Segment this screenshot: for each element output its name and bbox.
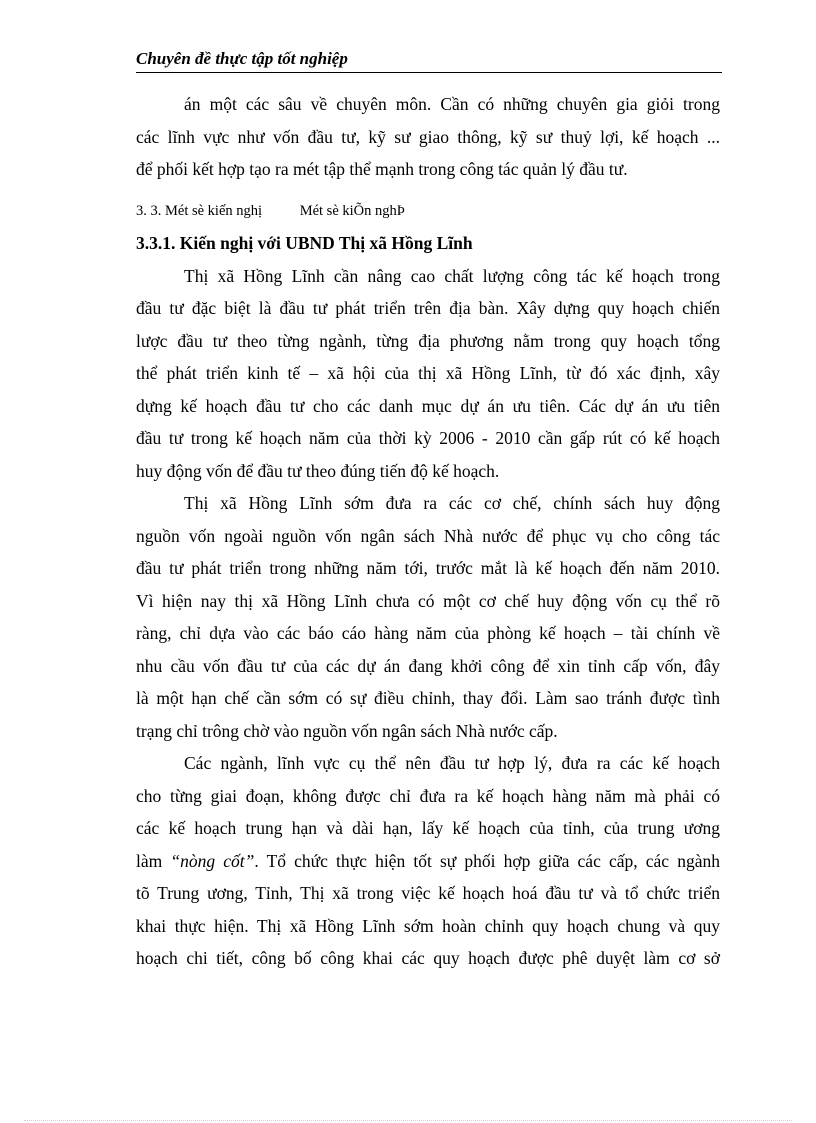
text-line: cho từng giai đoạn, không được chỉ đưa ra kế hoạch hàng năm mà phải có xyxy=(136,785,720,806)
text-line: để phối kết hợp tạo ra mét tập thể mạnh trong công tác quản lý đầu tư. xyxy=(136,159,628,179)
text-run: làm xyxy=(136,850,171,871)
paragraph xyxy=(136,747,720,975)
text-line: ràng, chỉ dựa vào các báo cáo hàng năm của phòng kế hoạch – tài chính về xyxy=(136,623,720,643)
text-line: dựng kế hoạch đầu tư cho các danh mục dự án ưu tiên. Các dự án ưu tiên xyxy=(136,395,720,416)
text-line: Các ngành, lĩnh vực cụ thể nên đầu tư hợp lý, đưa ra các kế hoạch xyxy=(184,753,720,773)
text-line: đầu tư trong kế hoạch năm của thời kỳ 2006 - 2010 cần gấp rút có kế hoạch xyxy=(136,428,720,448)
text-line: khai thực hiện. Thị xã Hồng Lĩnh sớm hoàn chỉnh quy hoạch chung và quy xyxy=(136,915,720,936)
text-line: nguồn vốn ngoài nguồn vốn ngân sách Nhà nước để phục vụ cho công tác xyxy=(136,525,720,546)
page-header xyxy=(136,48,722,73)
text-line: là một hạn chế cần sớm có sự điều chỉnh, thay đổi. Làm sao tránh được tình xyxy=(136,688,720,708)
text-line: các lĩnh vực như vốn đầu tư, kỹ sư giao thông, kỹ sư thuỷ lợi, kế hoạch ... xyxy=(136,126,720,147)
document-body xyxy=(136,88,720,975)
section-label-garbled: Mét sè kiÕn nghÞ xyxy=(299,202,405,219)
text-run: . Tổ chức thực hiện tốt sự phối hợp giữa các cấp, các ngành xyxy=(254,850,720,871)
text-line: thể phát triển kinh tế – xã hội của thị xã Hồng Lĩnh, từ đó xác định, xây xyxy=(136,363,720,383)
text-line: Thị xã Hồng Lĩnh sớm đưa ra các cơ chế, chính sách huy động xyxy=(184,493,720,513)
text-line: đầu tư đặc biệt là đầu tư phát triển trên địa bàn. Xây dựng quy hoạch chiến xyxy=(136,298,720,318)
text-line: lược đầu tư theo từng ngành, từng địa phương nằm trong quy hoạch tổng xyxy=(136,330,720,351)
text-line: án một các sâu về chuyên môn. Cần có những chuyên gia giỏi trong xyxy=(184,94,720,114)
paragraph xyxy=(136,260,720,488)
text-line: trạng chỉ trông chờ vào nguồn vốn ngân sách Nhà nước cấp. xyxy=(136,720,558,741)
section-heading xyxy=(136,196,720,226)
page-bottom-rule xyxy=(24,1120,792,1121)
text-line: Vì hiện nay thị xã Hồng Lĩnh chưa có một cơ chế huy động vốn cụ thể rõ xyxy=(136,590,720,611)
subsection-heading: 3.3.1. Kiến nghị với UBND Thị xã Hồng Lĩnh xyxy=(136,232,473,253)
header-title: Chuyên đề thực tập tốt nghiệp xyxy=(136,49,348,68)
text-line: huy động vốn để đầu tư theo đúng tiến độ kế hoạch. xyxy=(136,460,500,481)
text-line: nhu cầu vốn đầu tư của các dự án đang khởi công để xin tỉnh cấp vốn, đây xyxy=(136,655,720,676)
text-line: hoạch chi tiết, công bố công khai các quy hoạch được phê duyệt làm cơ sở xyxy=(136,948,720,968)
text-line: các kế hoạch trung hạn và dài hạn, lấy kế hoạch của tỉnh, của trung ương xyxy=(136,818,720,838)
paragraph xyxy=(136,88,720,186)
text-line: Thị xã Hồng Lĩnh cần nâng cao chất lượng công tác kế hoạch trong xyxy=(184,265,720,286)
paragraph xyxy=(136,487,720,747)
quoted-term: “nòng cốt” xyxy=(170,850,255,871)
text-line: đầu tư phát triển trong những năm tới, trước mắt là kế hoạch đến năm 2010. xyxy=(136,558,720,578)
text-line: tõ Trung ương, Tỉnh, Thị xã trong việc kế hoạch hoá đầu tư và tổ chức triển xyxy=(136,883,720,903)
section-label: 3. 3. Mét sè kiến nghị xyxy=(136,202,263,219)
text-line xyxy=(136,845,720,878)
